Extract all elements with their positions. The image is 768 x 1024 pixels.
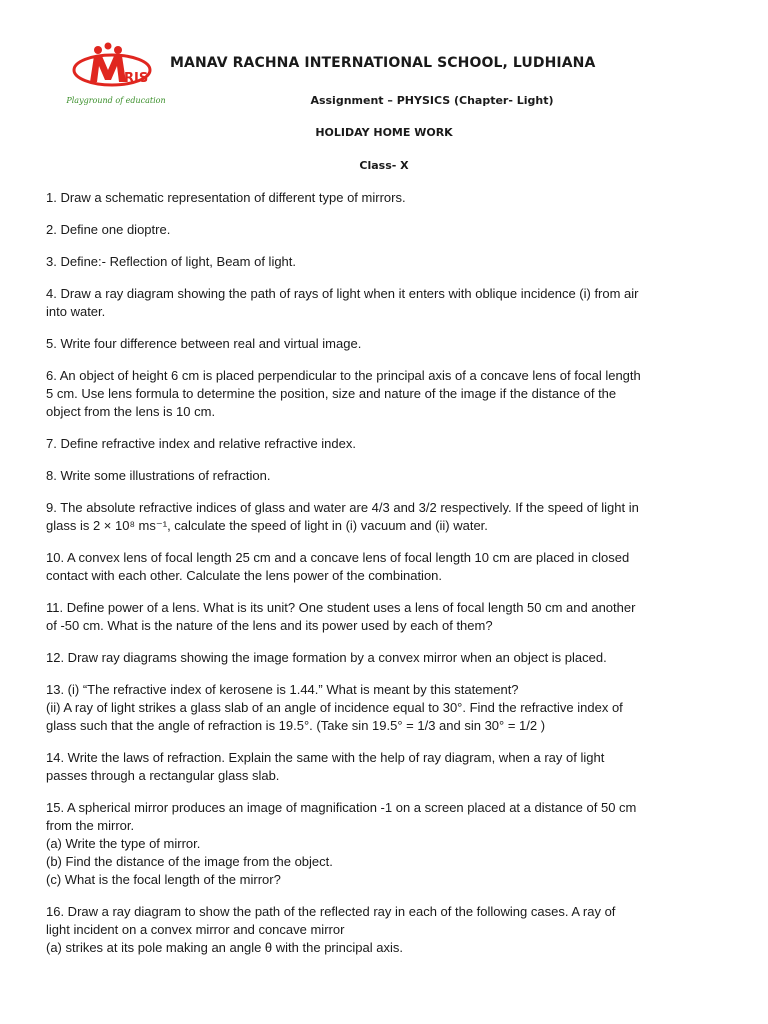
question-line: 4. Draw a ray diagram showing the path of rays of light when it enters with oblique incidence (i) from air	[46, 286, 639, 301]
question-line: 13. (i) “The refractive index of kerosene is 1.44.” What is meant by this statement?	[46, 682, 519, 697]
question-line: (c) What is the focal length of the mirror?	[46, 872, 281, 887]
question-line: (a) Write the type of mirror.	[46, 836, 201, 851]
question-line: 9. The absolute refractive indices of glass and water are 4/3 and 3/2 respectively. If the speed of light in	[46, 500, 639, 515]
question-line: 11. Define power of a lens. What is its unit? One student uses a lens of focal length 50 cm and another	[46, 600, 636, 615]
question-item	[46, 221, 736, 239]
question-item	[46, 189, 736, 207]
question-line: (b) Find the distance of the image from the object.	[46, 854, 333, 869]
question-line: 5. Write four difference between real and virtual image.	[46, 336, 362, 351]
logo-tagline: Playground of education	[66, 96, 166, 105]
question-line: 6. An object of height 6 cm is placed perpendicular to the principal axis of a concave lens of focal length	[46, 368, 641, 383]
class-title: Class- X	[359, 159, 409, 172]
question-line: 10. A convex lens of focal length 25 cm and a concave lens of focal length 10 cm are placed in closed	[46, 550, 630, 565]
question-line: 2. Define one dioptre.	[46, 222, 171, 237]
question-list	[46, 189, 736, 971]
question-item	[46, 499, 736, 535]
question-line: (a) strikes at its pole making an angle θ with the principal axis.	[46, 940, 403, 955]
holiday-title: HOLIDAY HOME WORK	[315, 126, 453, 139]
question-line: glass is 2 × 10⁸ ms⁻¹, calculate the speed of light in (i) vacuum and (ii) water.	[46, 518, 488, 533]
question-item	[46, 253, 736, 271]
question-item	[46, 681, 736, 735]
question-line: glass such that the angle of refraction is 19.5°. (Take sin 19.5° = 1/3 and sin 30° = 1/2 )	[46, 718, 546, 733]
question-item	[46, 903, 736, 957]
question-item	[46, 435, 736, 453]
question-line: 12. Draw ray diagrams showing the image formation by a convex mirror when an object is placed.	[46, 650, 607, 665]
question-line: passes through a rectangular glass slab.	[46, 768, 280, 783]
school-name: MANAV RACHNA INTERNATIONAL SCHOOL, LUDHIANA	[170, 55, 596, 71]
question-item	[46, 367, 736, 421]
question-line: 1. Draw a schematic representation of different type of mirrors.	[46, 190, 406, 205]
question-line: 5 cm. Use lens formula to determine the position, size and nature of the image if the distance of the	[46, 386, 617, 401]
question-item	[46, 599, 736, 635]
question-line: of -50 cm. What is the nature of the lens and its power used by each of them?	[46, 618, 493, 633]
question-line: object from the lens is 10 cm.	[46, 404, 216, 419]
question-item	[46, 799, 736, 889]
question-line: 14. Write the laws of refraction. Explain the same with the help of ray diagram, when a ray of light	[46, 750, 605, 765]
question-line: into water.	[46, 304, 106, 319]
mris-logo-icon	[66, 40, 166, 96]
question-line: 7. Define refractive index and relative refractive index.	[46, 436, 356, 451]
question-line: contact with each other. Calculate the lens power of the combination.	[46, 568, 443, 583]
question-line: from the mirror.	[46, 818, 135, 833]
assignment-title: Assignment – PHYSICS (Chapter- Light)	[310, 94, 554, 107]
question-item	[46, 285, 736, 321]
logo-text: RIS	[124, 71, 149, 86]
question-line: 8. Write some illustrations of refraction.	[46, 468, 271, 483]
question-item	[46, 549, 736, 585]
question-line: (ii) A ray of light strikes a glass slab of an angle of incidence equal to 30°. Find the refractive index of	[46, 700, 623, 715]
question-item	[46, 467, 736, 485]
question-line: 15. A spherical mirror produces an image of magnification -1 on a screen placed at a distance of 50 cm	[46, 800, 637, 815]
question-line: 3. Define:- Reflection of light, Beam of light.	[46, 254, 297, 269]
question-line: light incident on a convex mirror and concave mirror	[46, 922, 345, 937]
question-item	[46, 749, 736, 785]
question-line: 16. Draw a ray diagram to show the path of the reflected ray in each of the following cases. A ray of	[46, 904, 616, 919]
question-item	[46, 649, 736, 667]
question-item	[46, 335, 736, 353]
